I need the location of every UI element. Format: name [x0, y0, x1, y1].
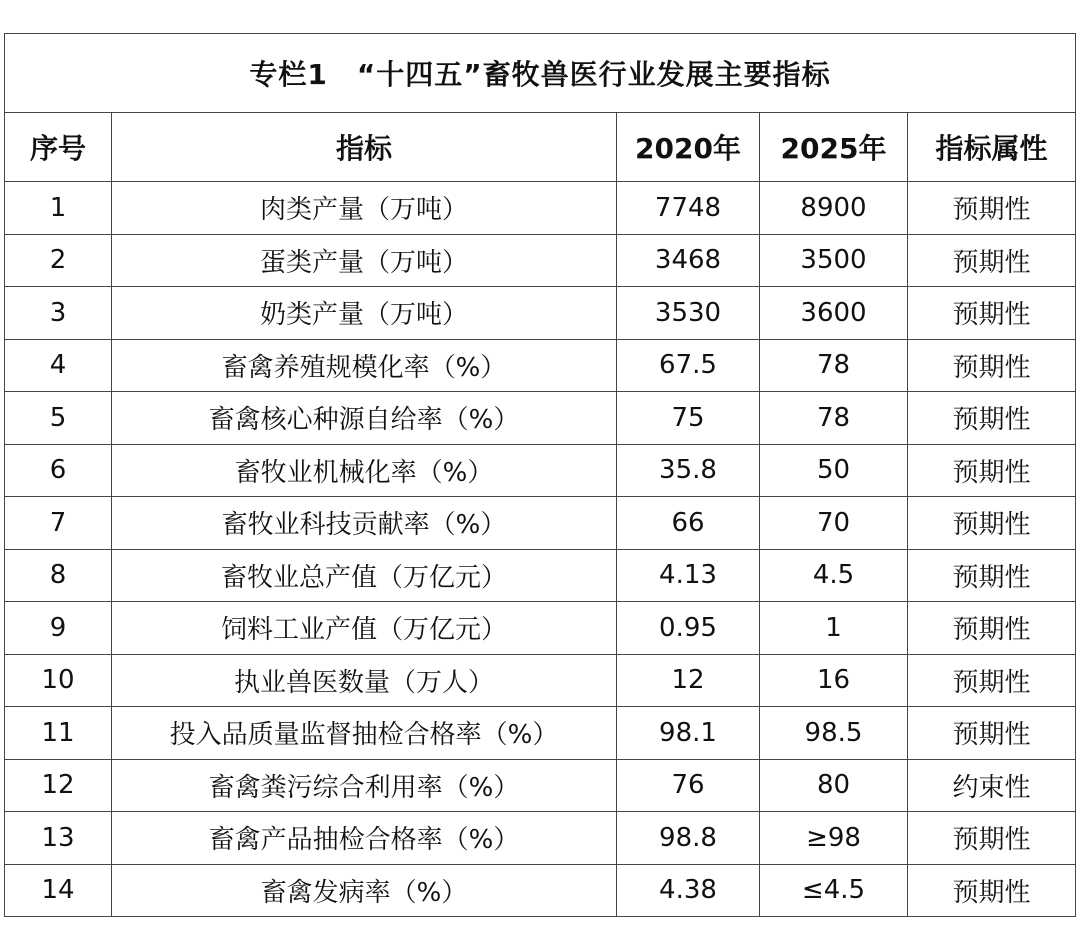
- cell-index: 5: [5, 392, 112, 445]
- cell-indicator: 畜牧业机械化率（%）: [112, 444, 617, 497]
- cell-2020: 67.5: [617, 339, 760, 392]
- cell-indicator: 畜禽发病率（%）: [112, 864, 617, 917]
- cell-2025: 80: [760, 759, 908, 812]
- cell-2020: 76: [617, 759, 760, 812]
- cell-2025: 16: [760, 654, 908, 707]
- cell-attribute: 预期性: [908, 234, 1076, 287]
- cell-indicator: 蛋类产量（万吨）: [112, 234, 617, 287]
- cell-index: 6: [5, 444, 112, 497]
- cell-2020: 98.1: [617, 707, 760, 760]
- cell-attribute: 预期性: [908, 707, 1076, 760]
- table-row: [5, 549, 1076, 602]
- cell-2025: 3500: [760, 234, 908, 287]
- header-2025: 2025年: [760, 113, 908, 182]
- cell-index: 3: [5, 287, 112, 340]
- cell-index: 2: [5, 234, 112, 287]
- cell-2020: 4.13: [617, 549, 760, 602]
- table-row: [5, 602, 1076, 655]
- cell-index: 14: [5, 864, 112, 917]
- cell-2025: 78: [760, 392, 908, 445]
- cell-attribute: 预期性: [908, 392, 1076, 445]
- cell-2020: 12: [617, 654, 760, 707]
- header-2020: 2020年: [617, 113, 760, 182]
- cell-indicator: 畜禽产品抽检合格率（%）: [112, 812, 617, 865]
- header-index: 序号: [5, 113, 112, 182]
- cell-2025: ≥98: [760, 812, 908, 865]
- cell-attribute: 预期性: [908, 287, 1076, 340]
- table-row: [5, 392, 1076, 445]
- table-row: [5, 444, 1076, 497]
- cell-2020: 4.38: [617, 864, 760, 917]
- cell-indicator: 畜牧业总产值（万亿元）: [112, 549, 617, 602]
- indicator-table: [4, 33, 1076, 917]
- cell-attribute: 预期性: [908, 444, 1076, 497]
- cell-index: 13: [5, 812, 112, 865]
- cell-2020: 3530: [617, 287, 760, 340]
- table-row: [5, 864, 1076, 917]
- table-row: [5, 497, 1076, 550]
- cell-attribute: 约束性: [908, 759, 1076, 812]
- cell-2025: 98.5: [760, 707, 908, 760]
- cell-index: 8: [5, 549, 112, 602]
- cell-indicator: 畜禽粪污综合利用率（%）: [112, 759, 617, 812]
- table-title-row: [5, 34, 1076, 113]
- cell-attribute: 预期性: [908, 654, 1076, 707]
- table-row: [5, 759, 1076, 812]
- cell-2025: 4.5: [760, 549, 908, 602]
- cell-2020: 75: [617, 392, 760, 445]
- cell-indicator: 执业兽医数量（万人）: [112, 654, 617, 707]
- cell-2020: 7748: [617, 182, 760, 235]
- table-row: [5, 339, 1076, 392]
- cell-attribute: 预期性: [908, 864, 1076, 917]
- cell-index: 1: [5, 182, 112, 235]
- table-row: [5, 707, 1076, 760]
- table-row: [5, 812, 1076, 865]
- cell-attribute: 预期性: [908, 182, 1076, 235]
- cell-2020: 98.8: [617, 812, 760, 865]
- cell-2025: 8900: [760, 182, 908, 235]
- cell-indicator: 畜牧业科技贡献率（%）: [112, 497, 617, 550]
- cell-indicator: 肉类产量（万吨）: [112, 182, 617, 235]
- cell-index: 7: [5, 497, 112, 550]
- cell-attribute: 预期性: [908, 812, 1076, 865]
- cell-index: 9: [5, 602, 112, 655]
- header-indicator: 指标: [112, 113, 617, 182]
- cell-attribute: 预期性: [908, 497, 1076, 550]
- cell-2025: 70: [760, 497, 908, 550]
- cell-2020: 66: [617, 497, 760, 550]
- cell-index: 12: [5, 759, 112, 812]
- table-title: 专栏1 “十四五”畜牧兽医行业发展主要指标: [5, 34, 1076, 113]
- table-header-row: [5, 113, 1076, 182]
- cell-indicator: 奶类产量（万吨）: [112, 287, 617, 340]
- cell-2025: 78: [760, 339, 908, 392]
- cell-2025: 3600: [760, 287, 908, 340]
- table-row: [5, 182, 1076, 235]
- cell-indicator: 畜禽核心种源自给率（%）: [112, 392, 617, 445]
- cell-2025: 1: [760, 602, 908, 655]
- cell-index: 11: [5, 707, 112, 760]
- cell-index: 4: [5, 339, 112, 392]
- cell-indicator: 投入品质量监督抽检合格率（%）: [112, 707, 617, 760]
- cell-2020: 3468: [617, 234, 760, 287]
- cell-indicator: 饲料工业产值（万亿元）: [112, 602, 617, 655]
- table-row: [5, 234, 1076, 287]
- cell-indicator: 畜禽养殖规模化率（%）: [112, 339, 617, 392]
- indicator-sheet: [4, 33, 1075, 921]
- cell-2020: 0.95: [617, 602, 760, 655]
- cell-index: 10: [5, 654, 112, 707]
- cell-2025: ≤4.5: [760, 864, 908, 917]
- cell-attribute: 预期性: [908, 602, 1076, 655]
- header-attribute: 指标属性: [908, 113, 1076, 182]
- cell-attribute: 预期性: [908, 549, 1076, 602]
- table-row: [5, 654, 1076, 707]
- cell-2020: 35.8: [617, 444, 760, 497]
- table-row: [5, 287, 1076, 340]
- cell-2025: 50: [760, 444, 908, 497]
- cell-attribute: 预期性: [908, 339, 1076, 392]
